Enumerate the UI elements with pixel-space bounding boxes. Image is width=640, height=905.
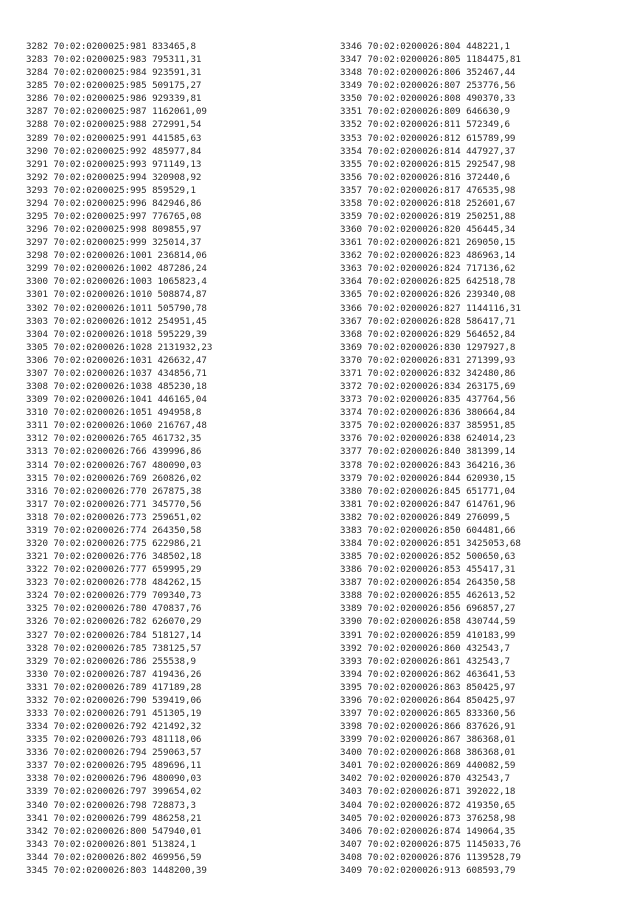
table-row: 3301 70:02:0200026:1010 508874,87 [26,289,207,301]
table-row: 3300 70:02:0200026:1003 1065823,4 [26,276,207,288]
table-row: 3327 70:02:0200026:784 518127,14 [26,629,202,641]
table-row: 3361 70:02:0200026:821 269050,15 [340,237,516,249]
table-row: 3378 70:02:0200026:843 364216,36 [340,459,516,471]
table-row: 3288 70:02:0200025:988 272991,54 [26,119,202,131]
table-row: 3339 70:02:0200026:797 399654,02 [26,786,202,798]
table-row: 3326 70:02:0200026:782 626070,29 [26,616,202,628]
table-row: 3311 70:02:0200026:1060 216767,48 [26,420,207,432]
table-row: 3307 70:02:0200026:1037 434856,71 [26,367,207,379]
table-row: 3303 70:02:0200026:1012 254951,45 [26,315,207,327]
table-row: 3321 70:02:0200026:776 348502,18 [26,551,202,563]
table-row: 3397 70:02:0200026:865 833360,56 [340,707,516,719]
table-row: 3402 70:02:0200026:870 432543,7 [340,773,510,785]
table-row: 3283 70:02:0200025:983 795311,31 [26,54,202,66]
table-row: 3282 70:02:0200025:981 833465,8 [26,41,196,52]
table-row: 3390 70:02:0200026:858 430744,59 [340,616,516,628]
table-row: 3358 70:02:0200026:818 252601,67 [340,197,516,209]
table-row: 3314 70:02:0200026:767 480090,03 [26,459,202,471]
table-row: 3371 70:02:0200026:832 342480,86 [340,367,516,379]
table-row: 3377 70:02:0200026:840 381399,14 [340,446,516,458]
table-row: 3408 70:02:0200026:876 1139528,79 [340,851,521,863]
table-row: 3344 70:02:0200026:802 469956,59 [26,851,202,863]
table-row: 3340 70:02:0200026:798 728873,3 [26,799,196,811]
table-row: 3298 70:02:0200026:1001 236814,06 [26,250,207,262]
table-row: 3297 70:02:0200025:999 325014,37 [26,237,202,249]
table-row: 3407 70:02:0200026:875 1145033,76 [340,838,521,850]
table-row: 3285 70:02:0200025:985 509175,27 [26,80,202,92]
table-row: 3320 70:02:0200026:775 622986,21 [26,537,202,549]
table-row: 3379 70:02:0200026:844 620930,15 [340,472,516,484]
table-row: 3367 70:02:0200026:828 586417,71 [340,315,516,327]
table-row: 3289 70:02:0200025:991 441585,63 [26,132,202,144]
table-row: 3403 70:02:0200026:871 392022,18 [340,786,516,798]
table-row: 3332 70:02:0200026:790 539419,06 [26,694,202,706]
table-row: 3375 70:02:0200026:837 385951,85 [340,420,516,432]
table-row: 3333 70:02:0200026:791 451305,19 [26,707,202,719]
table-row: 3323 70:02:0200026:778 484262,15 [26,577,202,589]
table-row: 3317 70:02:0200026:771 345770,56 [26,498,202,510]
table-row: 3312 70:02:0200026:765 461732,35 [26,433,202,445]
table-row: 3295 70:02:0200025:997 776765,08 [26,211,202,223]
table-row: 3290 70:02:0200025:992 485977,84 [26,145,202,157]
table-row: 3328 70:02:0200026:785 738125,57 [26,642,202,654]
table-row: 3299 70:02:0200026:1002 487286,24 [26,263,207,275]
table-row: 3346 70:02:0200026:804 448221,1 [340,41,510,52]
table-row: 3353 70:02:0200026:812 615789,99 [340,132,516,144]
table-row: 3330 70:02:0200026:787 419436,26 [26,668,202,680]
table-row: 3331 70:02:0200026:789 417189,28 [26,681,202,693]
table-row: 3399 70:02:0200026:867 386368,01 [340,734,516,746]
table-row: 3370 70:02:0200026:831 271399,93 [340,354,516,366]
table-row: 3302 70:02:0200026:1011 505790,78 [26,302,207,314]
table-row: 3391 70:02:0200026:859 410183,99 [340,629,516,641]
table-row: 3313 70:02:0200026:766 439996,86 [26,446,202,458]
table-row: 3309 70:02:0200026:1041 446165,04 [26,394,207,406]
table-row: 3363 70:02:0200026:824 717136,62 [340,263,516,275]
table-row: 3315 70:02:0200026:769 260826,02 [26,472,202,484]
table-row: 3329 70:02:0200026:786 255538,9 [26,655,196,667]
table-row: 3287 70:02:0200025:987 1162061,09 [26,106,207,118]
table-row: 3319 70:02:0200026:774 264350,58 [26,524,202,536]
table-row: 3286 70:02:0200025:986 929339,81 [26,93,202,105]
table-row: 3352 70:02:0200026:811 572349,6 [340,119,510,131]
table-row: 3381 70:02:0200026:847 614761,96 [340,498,516,510]
table-row: 3347 70:02:0200026:805 1184475,81 [340,54,521,66]
table-row: 3406 70:02:0200026:874 149064,35 [340,825,516,837]
table-row: 3296 70:02:0200025:998 809855,97 [26,224,202,236]
table-row: 3386 70:02:0200026:853 455417,31 [340,564,516,576]
table-row: 3392 70:02:0200026:860 432543,7 [340,642,510,654]
table-row: 3388 70:02:0200026:855 462613,52 [340,590,516,602]
table-row: 3293 70:02:0200025:995 859529,1 [26,184,196,196]
table-row: 3365 70:02:0200026:826 239340,08 [340,289,516,301]
table-row: 3404 70:02:0200026:872 419350,65 [340,799,516,811]
table-row: 3409 70:02:0200026:913 608593,79 [340,864,516,876]
table-row: 3389 70:02:0200026:856 696857,27 [340,603,516,615]
table-row: 3351 70:02:0200026:809 646630,9 [340,106,510,118]
table-row: 3372 70:02:0200026:834 263175,69 [340,381,516,393]
table-row: 3393 70:02:0200026:861 432543,7 [340,655,510,667]
table-row: 3364 70:02:0200026:825 642518,78 [340,276,516,288]
table-row: 3354 70:02:0200026:814 447927,37 [340,145,516,157]
table-row: 3294 70:02:0200025:996 842946,86 [26,197,202,209]
table-row: 3384 70:02:0200026:851 3425053,68 [340,537,521,549]
table-row: 3383 70:02:0200026:850 604481,66 [340,524,516,536]
table-row: 3400 70:02:0200026:868 386368,01 [340,747,516,759]
table-row: 3359 70:02:0200026:819 250251,88 [340,211,516,223]
table-row: 3368 70:02:0200026:829 564652,84 [340,328,516,340]
table-row: 3348 70:02:0200026:806 352467,44 [340,67,516,79]
table-row: 3349 70:02:0200026:807 253776,56 [340,80,516,92]
table-row: 3394 70:02:0200026:862 463641,53 [340,668,516,680]
table-row: 3325 70:02:0200026:780 470837,76 [26,603,202,615]
table-row: 3306 70:02:0200026:1031 426632,47 [26,354,207,366]
table-row: 3369 70:02:0200026:830 1297927,8 [340,341,516,353]
table-row: 3396 70:02:0200026:864 850425,97 [340,694,516,706]
table-row: 3310 70:02:0200026:1051 494958,8 [26,407,202,419]
table-row: 3291 70:02:0200025:993 971149,13 [26,158,202,170]
table-row: 3342 70:02:0200026:800 547940,01 [26,825,202,837]
table-row: 3308 70:02:0200026:1038 485230,18 [26,381,207,393]
table-row: 3376 70:02:0200026:838 624014,23 [340,433,516,445]
table-row: 3343 70:02:0200026:801 513824,1 [26,838,196,850]
table-row: 3322 70:02:0200026:777 659995,29 [26,564,202,576]
table-row: 3341 70:02:0200026:799 486258,21 [26,812,202,824]
right-column [340,40,521,877]
table-row: 3357 70:02:0200026:817 476535,98 [340,184,516,196]
table-row: 3373 70:02:0200026:835 437764,56 [340,394,516,406]
table-row: 3360 70:02:0200026:820 456445,34 [340,224,516,236]
table-row: 3350 70:02:0200026:808 490370,33 [340,93,516,105]
table-row: 3316 70:02:0200026:770 267875,38 [26,485,202,497]
table-row: 3305 70:02:0200026:1028 2131932,23 [26,341,213,353]
table-row: 3324 70:02:0200026:779 709340,73 [26,590,202,602]
table-row: 3362 70:02:0200026:823 486963,14 [340,250,516,262]
table-row: 3398 70:02:0200026:866 837626,91 [340,721,516,733]
table-row: 3380 70:02:0200026:845 651771,04 [340,485,516,497]
table-row: 3382 70:02:0200026:849 276099,5 [340,511,510,523]
table-row: 3366 70:02:0200026:827 1144116,31 [340,302,521,314]
table-row: 3385 70:02:0200026:852 500650,63 [340,551,516,563]
table-row: 3284 70:02:0200025:984 923591,31 [26,67,202,79]
table-row: 3334 70:02:0200026:792 421492,32 [26,721,202,733]
table-row: 3338 70:02:0200026:796 480090,03 [26,773,202,785]
table-row: 3387 70:02:0200026:854 264350,58 [340,577,516,589]
table-row: 3337 70:02:0200026:795 489696,11 [26,760,202,772]
table-row: 3335 70:02:0200026:793 481118,06 [26,734,202,746]
table-row: 3345 70:02:0200026:803 1448200,39 [26,864,207,876]
table-row: 3304 70:02:0200026:1018 595229,39 [26,328,207,340]
table-row: 3395 70:02:0200026:863 850425,97 [340,681,516,693]
table-row: 3355 70:02:0200026:815 292547,98 [340,158,516,170]
left-column [26,40,212,877]
table-row: 3405 70:02:0200026:873 376258,98 [340,812,516,824]
table-row: 3374 70:02:0200026:836 380664,84 [340,407,516,419]
table-row: 3292 70:02:0200025:994 320908,92 [26,171,202,183]
table-row: 3401 70:02:0200026:869 440082,59 [340,760,516,772]
table-row: 3356 70:02:0200026:816 372440,6 [340,171,510,183]
table-row: 3318 70:02:0200026:773 259651,02 [26,511,202,523]
table-row: 3336 70:02:0200026:794 259063,57 [26,747,202,759]
